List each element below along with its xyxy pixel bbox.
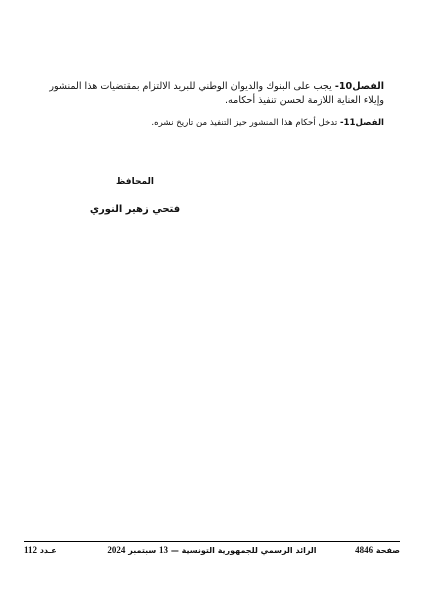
journal-title: الرائد الرسمي للجمهورية التونسية — bbox=[170, 546, 317, 555]
article-10-text: يجب على البنوك والديوان الوطني للبريد الالتزام بمقتضيات هذا المنشور وإيلاء العناية اللازمة لحسن تنفيذ أحكامه. bbox=[49, 81, 384, 106]
page-number: 4846 bbox=[355, 545, 374, 555]
issue-number: 112 bbox=[24, 545, 38, 555]
article-10 bbox=[44, 80, 384, 108]
article-11 bbox=[44, 117, 384, 129]
footer-journal bbox=[24, 545, 400, 555]
signatory-title: المحافظ bbox=[116, 177, 154, 187]
footer-divider bbox=[24, 541, 400, 542]
footer-issue-number bbox=[24, 545, 57, 555]
article-11-heading: الفصل11- bbox=[339, 118, 384, 128]
date-month: سبتمبر bbox=[128, 546, 157, 555]
issue-label: عـدد bbox=[39, 546, 57, 555]
article-10-heading: الفصل10- bbox=[334, 81, 384, 92]
date-day: 13 bbox=[159, 545, 169, 555]
page-footer bbox=[24, 545, 400, 559]
date-year: 2024 bbox=[107, 545, 126, 555]
page-label: صفحة bbox=[375, 546, 400, 555]
article-11-text: تدخل أحكام هذا المنشور حيز التنفيذ من تاريخ نشره. bbox=[151, 118, 338, 128]
signatory-name: فتحي زهير النوري bbox=[89, 204, 181, 215]
